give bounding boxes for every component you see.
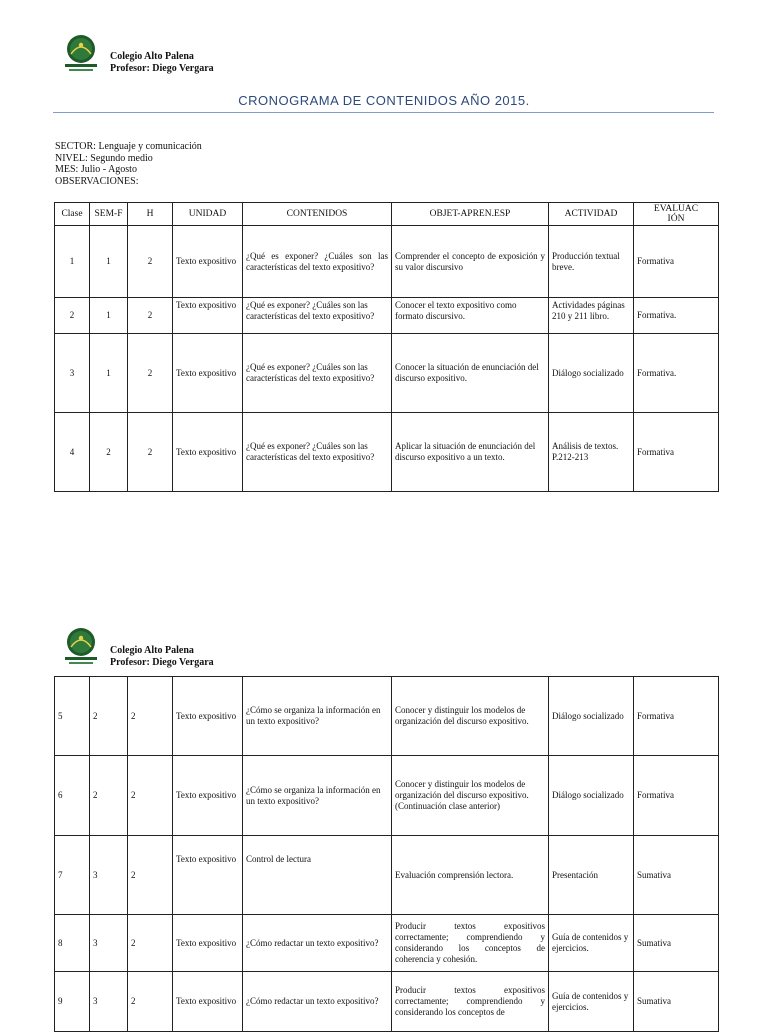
col-contenidos: CONTENIDOS — [243, 203, 392, 226]
cell-evaluacion: Formativa — [634, 677, 719, 756]
cell-unidad: Texto expositivo — [173, 915, 243, 972]
cell-actividad: Guía de contenidos y ejercicios. — [549, 915, 634, 972]
cell-h: 2 — [128, 915, 173, 972]
cell-unidad: Texto expositivo — [173, 334, 243, 413]
cell-objetivo: Producir textos expositivos correctamente; comprendiendo y considerando los conceptos de — [392, 972, 549, 1032]
cell-sem: 2 — [90, 413, 128, 492]
col-h: H — [128, 203, 173, 226]
sector-line: SECTOR: Lenguaje y comunicación — [55, 141, 202, 152]
table-row — [55, 298, 719, 334]
cell-actividad: Actividades páginas 210 y 211 libro. — [549, 298, 634, 334]
col-unidad: UNIDAD — [173, 203, 243, 226]
schedule-table-page1 — [54, 202, 719, 492]
cell-objetivo: Aplicar la situación de enunciación del discurso expositivo a un texto. — [392, 413, 549, 492]
cell-sem: 1 — [90, 298, 128, 334]
cell-clase: 9 — [55, 972, 90, 1032]
cell-contenidos: ¿Cómo redactar un texto expositivo? — [243, 972, 392, 1032]
table-row — [55, 413, 719, 492]
cell-unidad: Texto expositivo — [173, 226, 243, 298]
cell-contenidos: ¿Qué es exponer? ¿Cuáles son las características del texto expositivo? — [243, 334, 392, 413]
cell-contenidos: ¿Cómo se organiza la información en un texto expositivo? — [243, 677, 392, 756]
cell-sem: 1 — [90, 226, 128, 298]
cell-evaluacion: Formativa — [634, 226, 719, 298]
cell-contenidos: ¿Qué es exponer? ¿Cuáles son las características del texto expositivo? — [243, 226, 392, 298]
page-title: CRONOGRAMA DE CONTENIDOS AÑO 2015. — [238, 93, 530, 108]
table-row — [55, 972, 719, 1032]
table-header-row — [55, 203, 719, 226]
cell-h: 2 — [128, 226, 173, 298]
cell-actividad: Producción textual breve. — [549, 226, 634, 298]
table-row — [55, 334, 719, 413]
cell-clase: 7 — [55, 836, 90, 915]
cell-objetivo: Conocer y distinguir los modelos de organización del discurso expositivo. — [392, 677, 549, 756]
cell-objetivo: Producir textos expositivos correctamente; comprendiendo y considerando los conceptos de coherencia y cohesión. — [392, 915, 549, 972]
col-clase: Clase — [55, 203, 90, 226]
cell-sem: 2 — [90, 677, 128, 756]
cell-sem: 2 — [90, 756, 128, 836]
cell-actividad: Diálogo socializado — [549, 334, 634, 413]
cell-h: 2 — [128, 836, 173, 915]
cell-clase: 3 — [55, 334, 90, 413]
cell-contenidos: ¿Qué es exponer? ¿Cuáles son las características del texto expositivo? — [243, 298, 392, 334]
cell-actividad: Guía de contenidos y ejercicios. — [549, 972, 634, 1032]
cell-clase: 4 — [55, 413, 90, 492]
cell-evaluacion: Formativa — [634, 413, 719, 492]
cell-sem: 1 — [90, 334, 128, 413]
course-info — [55, 141, 202, 187]
col-objetivo: OBJET-APREN.ESP — [392, 203, 549, 226]
cell-unidad: Texto expositivo — [173, 298, 243, 334]
cell-objetivo: Conocer el texto expositivo como formato discursivo. — [392, 298, 549, 334]
cell-contenidos: ¿Qué es exponer? ¿Cuáles son las características del texto expositivo? — [243, 413, 392, 492]
cell-contenidos: ¿Cómo redactar un texto expositivo? — [243, 915, 392, 972]
cell-unidad: Texto expositivo — [173, 836, 243, 915]
col-evaluacion: EVALUAC IÓN — [634, 203, 719, 226]
cell-unidad: Texto expositivo — [173, 972, 243, 1032]
cell-clase: 2 — [55, 298, 90, 334]
cell-evaluacion: Sumativa — [634, 972, 719, 1032]
table-row — [55, 915, 719, 972]
table-row — [55, 226, 719, 298]
table-row — [55, 677, 719, 756]
col-sem-f: SEM-F — [90, 203, 128, 226]
school-header — [110, 51, 214, 75]
cell-evaluacion: Sumativa — [634, 836, 719, 915]
cell-objetivo: Conocer y distinguir los modelos de organización del discurso expositivo. (Continuación clase anterior) — [392, 756, 549, 836]
teacher-name: Profesor: Diego Vergara — [110, 63, 214, 74]
cell-objetivo: Evaluación comprensión lectora. — [392, 836, 549, 915]
cell-actividad: Diálogo socializado — [549, 756, 634, 836]
cell-h: 2 — [128, 298, 173, 334]
col-actividad: ACTIVIDAD — [549, 203, 634, 226]
cell-unidad: Texto expositivo — [173, 756, 243, 836]
cell-contenidos: Control de lectura — [243, 836, 392, 915]
cell-evaluacion: Formativa. — [634, 334, 719, 413]
cell-h: 2 — [128, 756, 173, 836]
cell-sem: 3 — [90, 972, 128, 1032]
school-header — [110, 645, 214, 669]
cell-sem: 3 — [90, 836, 128, 915]
schedule-table-page2 — [54, 676, 719, 1032]
cell-clase: 5 — [55, 677, 90, 756]
title-divider — [53, 112, 714, 113]
cell-clase: 6 — [55, 756, 90, 836]
cell-unidad: Texto expositivo — [173, 677, 243, 756]
cell-h: 2 — [128, 413, 173, 492]
cell-objetivo: Conocer la situación de enunciación del discurso expositivo. — [392, 334, 549, 413]
school-name: Colegio Alto Palena — [110, 51, 194, 62]
school-logo-icon — [61, 627, 101, 667]
cell-actividad: Diálogo socializado — [549, 677, 634, 756]
cell-unidad: Texto expositivo — [173, 413, 243, 492]
school-logo-icon — [61, 34, 101, 74]
cell-clase: 8 — [55, 915, 90, 972]
table-row — [55, 756, 719, 836]
cell-evaluacion: Formativa. — [634, 298, 719, 334]
cell-evaluacion: Sumativa — [634, 915, 719, 972]
cell-sem: 3 — [90, 915, 128, 972]
teacher-name: Profesor: Diego Vergara — [110, 657, 214, 668]
cell-actividad: Análisis de textos. P.212-213 — [549, 413, 634, 492]
cell-evaluacion: Formativa — [634, 756, 719, 836]
cell-actividad: Presentación — [549, 836, 634, 915]
observaciones-line: OBSERVACIONES: — [55, 175, 139, 187]
cell-h: 2 — [128, 334, 173, 413]
cell-h: 2 — [128, 677, 173, 756]
mes-line: MES: Julio - Agosto — [55, 164, 137, 175]
cell-contenidos: ¿Cómo se organiza la información en un texto expositivo? — [243, 756, 392, 836]
school-name: Colegio Alto Palena — [110, 645, 194, 656]
table-row — [55, 836, 719, 915]
cell-objetivo: Comprender el concepto de exposición y su valor discursivo — [392, 226, 549, 298]
nivel-line: NIVEL: Segundo medio — [55, 152, 153, 164]
cell-h: 2 — [128, 972, 173, 1032]
cell-clase: 1 — [55, 226, 90, 298]
